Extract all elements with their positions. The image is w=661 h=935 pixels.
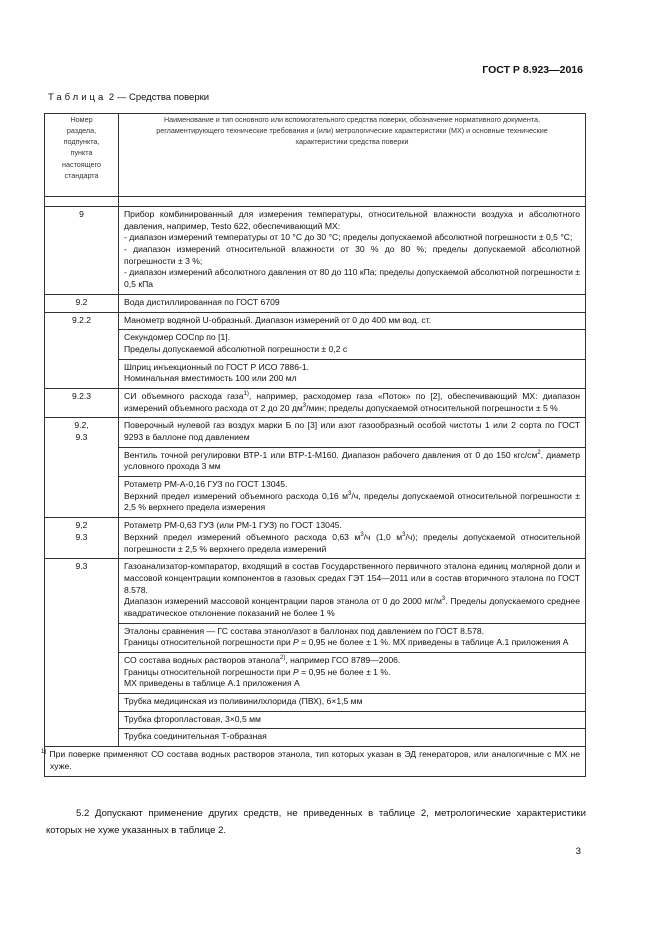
text-part: Ротаметр РМ-А-0,16 ГУЗ по ГОСТ 13045. Верхний предел измерений объемного расхода 0,16 м — [124, 479, 349, 501]
row-text: Трубка медицинская из поливинилхлорида (ПВХ), 6×1,5 мм — [119, 694, 586, 712]
header-separator — [45, 197, 586, 207]
table-row — [45, 388, 586, 417]
header-description: Наименование и тип основного или вспомогательного средства поверки, обозначение нормативного документа, регламентирующего технические требования и (или) метрологические характеристики (МХ) и основные технические характеристики средства поверки — [119, 114, 586, 197]
row-text — [119, 388, 586, 417]
row-number-empty — [45, 447, 119, 476]
page-number: 3 — [575, 846, 581, 857]
probability-symbol: P — [293, 637, 299, 648]
row-number: 9.2.2 — [45, 312, 119, 330]
row-number-empty — [45, 359, 119, 388]
text-part: /мин; пределы допускаемой относительной погрешности ± 5 % — [306, 402, 558, 413]
row-number-empty — [45, 711, 119, 729]
table-row — [45, 418, 586, 447]
table-row — [45, 559, 586, 623]
document-code: ГОСТ Р 8.923—2016 — [482, 64, 583, 76]
row-number: 9.2, 9.3 — [45, 418, 119, 447]
table-row — [45, 447, 586, 476]
table-row — [45, 694, 586, 712]
footnote-row — [45, 747, 586, 776]
row-number-empty — [45, 477, 119, 518]
row-number: 9,2 9.3 — [45, 518, 119, 559]
row-text — [119, 447, 586, 476]
text-part: , диаметр условного прохода 3 мм — [124, 449, 580, 472]
row-number-empty — [45, 694, 119, 712]
row-text: Секундомер СОСпр по [1]. Пределы допускаемой абсолютной погрешности ± 0,2 с — [119, 330, 586, 359]
text-part: = 0,95 не более ± 1 %. МХ приведены в таблице А.1 приложения А — [298, 637, 569, 648]
superscript: 3 — [441, 596, 446, 603]
row-text — [119, 477, 586, 518]
row-text — [119, 653, 586, 694]
table-row — [45, 711, 586, 729]
superscript: 3 — [302, 402, 307, 409]
row-text — [119, 559, 586, 623]
row-text: Трубка фторопластовая, 3×0,5 мм — [119, 711, 586, 729]
row-number-empty — [45, 623, 119, 652]
text-part: /ч); пределы допускаемой относительной погрешности ± 2,5 % верхнего предела измерений — [124, 531, 580, 554]
text-part: СО состава водных растворов этанола — [124, 655, 280, 665]
row-text: Шприц инъекционный по ГОСТ Р ИСО 7886-1. Номинальная вместимость 100 или 200 мл — [119, 359, 586, 388]
verification-means-table — [41, 113, 586, 777]
row-text: Поверочный нулевой газ воздух марки Б по [3] или азот газообразный особой чистоты 1 или 2 сорта по ГОСТ 9293 в баллоне под давлением — [119, 418, 586, 447]
table-row — [45, 729, 586, 747]
text-part: Газоанализатор-компаратор, входящий в состав Государственного первичного эталона единиц молярной доли и массовой концентрации компонентов в газовых средах ГЭТ 154—2011 или в состав вторичного эталона по ГОСТ 8.578. Диапазон измерений массовой концентрации паров этанола от 0 до 2000 мг/м — [124, 561, 580, 607]
text-part: /ч, пределы допускаемой относительной погрешности ± 2,5 % верхнего предела измерения — [124, 490, 581, 513]
row-number-empty — [45, 653, 119, 694]
row-text — [119, 623, 586, 652]
text-part: Вентиль точной регулировки ВТР-1 или ВТР-1-М160. Диапазон рабочего давления от 0 до 150 кгс/см — [124, 449, 538, 460]
row-text: Прибор комбинированный для измерения температуры, относительной влажности воздуха и абсолютного давления, например, Testo 622, обеспечивающий МХ: - диапазон измерений температуры от 10 °С до 30 °С; пределы допускаемой абсолютной погрешности ± 0,5 °С; - диапазон измерений относительной влажности от 30 % до 80 %; пределы допускаемой абсолютной погрешности ± 3 %; - диапазон измерений абсолютного давления от 80 до 110 кПа; пределы допускаемой абсолютной погрешности ± 0,5 кПа — [119, 207, 586, 295]
text-part: СИ объемного расхода газа — [124, 390, 244, 401]
row-text: Вода дистиллированная по ГОСТ 6709 — [119, 294, 586, 312]
footnote-mark: 1) — [41, 749, 47, 756]
footnote-ref: 2) — [280, 655, 286, 661]
table-row — [45, 518, 586, 559]
table-caption — [48, 92, 209, 103]
superscript: 2 — [537, 449, 541, 456]
row-number-empty — [45, 729, 119, 747]
table-row — [45, 653, 586, 694]
row-text — [119, 518, 586, 559]
caption-title: — Средства поверки — [116, 92, 210, 103]
footnote-text: При поверке применяют СО состава водных растворов этанола, тип которых указан в ЭД генераторов, или аналогичные с МХ не хуже. — [46, 749, 580, 771]
row-text: Трубка соединительная Т-образная — [119, 729, 586, 747]
header-section-number: Номер раздела, подпункта, пункта настоящего стандарта — [45, 114, 119, 197]
table-row — [45, 359, 586, 388]
probability-symbol: P — [293, 666, 299, 677]
text-part: Ротаметр РМ-0,63 ГУЗ (или РМ-1 ГУЗ) по ГОСТ 13045. Верхний предел измерений объемного расхода 0,63 м — [124, 520, 361, 542]
text-part: /ч (1,0 м — [363, 531, 403, 542]
paragraph-5-2: 5.2 Допускают применение других средств, не приведенных в таблице 2, метрологические характеристики которых не хуже указанных в таблице 2. — [46, 808, 586, 836]
text-part: . Пределы допускаемого среднее квадратическое отклонение показаний не более 1 % — [124, 596, 580, 618]
table-row — [45, 294, 586, 312]
table-row — [45, 207, 586, 295]
caption-number: 2 — [108, 92, 115, 103]
table-footnote — [41, 747, 586, 776]
table-row — [45, 477, 586, 518]
superscript: 3 — [348, 490, 352, 497]
caption-label: Таблица — [48, 92, 107, 103]
table-row — [45, 623, 586, 652]
table-row — [45, 312, 586, 330]
text-part: , например, расходомер газа «Поток» по [2], обеспечивающий МХ: диапазон измерений объемного расхода от 2 до 20 дм — [124, 390, 581, 413]
text-part: Эталоны сравнения — ГС состава этанол/азот в баллонах под давлением по ГОСТ 8.578. Границы относительной погрешности при — [124, 625, 485, 648]
superscript: 3 — [360, 531, 364, 538]
text-part: = 0,95 не более ± 1 %. МХ приведены в таблице А.1 приложения А — [124, 666, 391, 689]
table-header-row — [45, 114, 586, 197]
row-text: Манометр водяной U-образный. Диапазон измерений от 0 до 400 мм вод. ст. — [119, 312, 586, 330]
text-part: , например ГСО 8789—2006. Границы относительной погрешности при — [124, 655, 401, 677]
table-row — [45, 330, 586, 359]
footnote-ref: 1) — [243, 390, 249, 397]
row-number: 9.3 — [45, 559, 119, 623]
superscript: 3 — [402, 531, 406, 538]
row-number: 9.2 — [45, 294, 119, 312]
row-number: 9 — [45, 207, 119, 295]
row-number: 9.2.3 — [45, 388, 119, 417]
row-number-empty — [45, 330, 119, 359]
